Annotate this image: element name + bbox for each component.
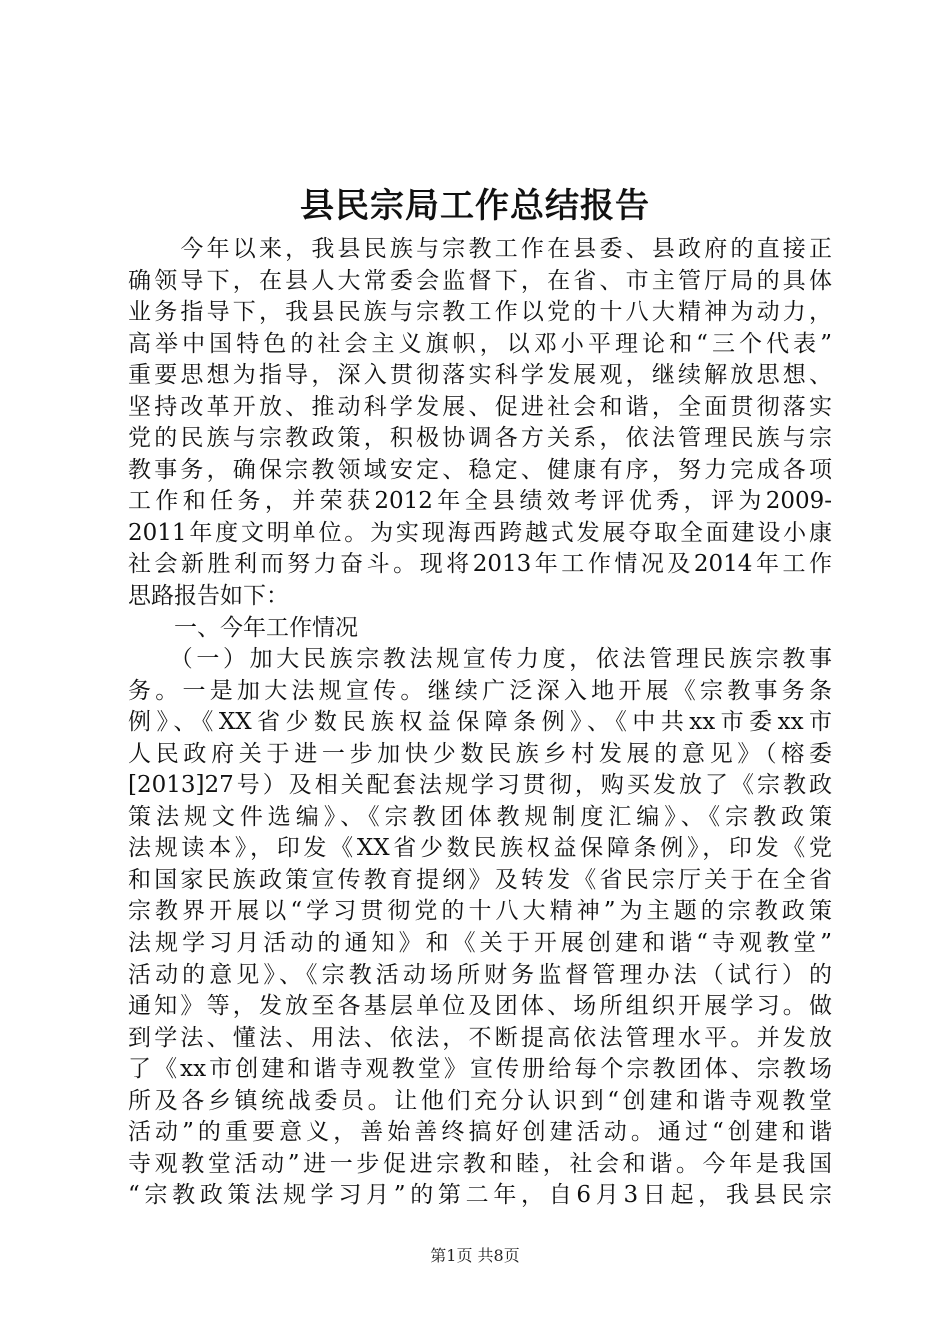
body-line: 确领导下，在县人大常委会监督下，在省、市主管厅局的具体 xyxy=(128,267,832,294)
body-line: 通知》等，发放至各基层单位及团体、场所组织开展学习。做 xyxy=(128,993,832,1020)
body-line: 工作和任务，并荣获2012年全县绩效考评优秀，评为2009- xyxy=(128,488,832,515)
body-line: 活动”的重要意义，善始善终搞好创建活动。通过“创建和谐 xyxy=(128,1119,832,1146)
body-line: 一、今年工作情况 xyxy=(128,614,358,641)
body-line: 思路报告如下： xyxy=(128,583,289,610)
page-footer: 第1页 共8页 xyxy=(430,1246,520,1265)
body-line: 例》、《XX省少数民族权益保障条例》、《中共xx市委xx市 xyxy=(128,709,832,736)
body-line: 教事务，确保宗教领域安定、稳定、健康有序，努力完成各项 xyxy=(128,456,832,483)
body-line: 法规学习月活动的通知》和《关于开展创建和谐“寺观教堂” xyxy=(128,930,832,957)
body-line: 了《xx市创建和谐寺观教堂》宣传册给每个宗教团体、宗教场 xyxy=(128,1056,832,1083)
body-line: 活动的意见》、《宗教活动场所财务监督管理办法（试行）的 xyxy=(128,961,832,988)
body-line: 寺观教堂活动”进一步促进宗教和睦，社会和谐。今年是我国 xyxy=(128,1150,832,1177)
body-line: 高举中国特色的社会主义旗帜，以邓小平理论和“三个代表” xyxy=(128,330,832,357)
body-line: 人民政府关于进一步加快少数民族乡村发展的意见》（榕委 xyxy=(128,740,832,767)
body-line: 坚持改革开放、推动科学发展、促进社会和谐，全面贯彻落实 xyxy=(128,393,832,420)
document-title: 县民宗局工作总结报告 xyxy=(300,186,650,226)
body-line: 法规读本》，印发《XX省少数民族权益保障条例》，印发《党 xyxy=(128,835,832,862)
document-body xyxy=(128,234,832,1212)
body-line: 社会新胜利而努力奋斗。现将2013年工作情况及2014年工作 xyxy=(128,551,832,578)
body-line: 2011年度文明单位。为实现海西跨越式发展夺取全面建设小康 xyxy=(128,519,832,546)
body-line: 和国家民族政策宣传教育提纲》及转发《省民宗厅关于在全省 xyxy=(128,866,832,893)
body-line: 今年以来，我县民族与宗教工作在县委、县政府的直接正 xyxy=(128,236,832,262)
body-line: 策法规文件选编》、《宗教团体教规制度汇编》、《宗教政策 xyxy=(128,803,832,830)
body-line: [2013]27号）及相关配套法规学习贯彻，购买发放了《宗教政 xyxy=(128,772,832,799)
body-line: 重要思想为指导，深入贯彻落实科学发展观，继续解放思想、 xyxy=(128,362,832,389)
body-line: （一）加大民族宗教法规宣传力度，依法管理民族宗教事 xyxy=(128,646,832,673)
body-line: 业务指导下，我县民族与宗教工作以党的十八大精神为动力， xyxy=(128,299,832,326)
body-line: 务。一是加大法规宣传。继续广泛深入地开展《宗教事务条 xyxy=(128,677,832,704)
body-line: 党的民族与宗教政策，积极协调各方关系，依法管理民族与宗 xyxy=(128,425,832,452)
body-line: 到学法、懂法、用法、依法，不断提高依法管理水平。并发放 xyxy=(128,1024,832,1051)
body-line: “宗教政策法规学习月”的第二年，自6月3日起，我县民宗 xyxy=(128,1182,832,1209)
body-line: 所及各乡镇统战委员。让他们充分认识到“创建和谐寺观教堂 xyxy=(128,1087,832,1114)
body-line: 宗教界开展以“学习贯彻党的十八大精神”为主题的宗教政策 xyxy=(128,898,832,925)
